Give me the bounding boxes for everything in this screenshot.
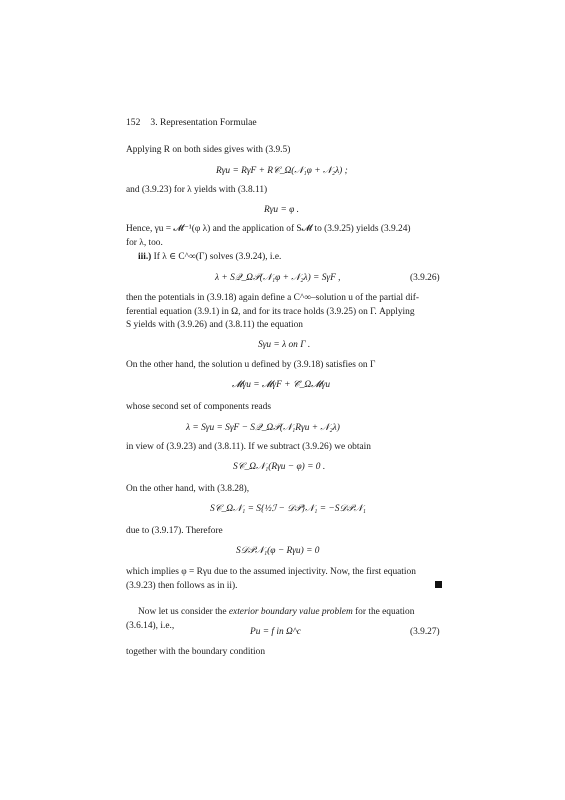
text-fragment: Now let us consider the	[138, 607, 227, 617]
paragraph-line: which implies φ = Rγu due to the assumed injectivity. Now, the first equation	[126, 567, 416, 577]
paragraph-line: then the potentials in (3.9.18) again define a C^∞–solution u of the partial dif-	[126, 293, 420, 303]
equation: 𝓜γu = 𝓜γF + 𝒞̃_Ω𝓜γu	[232, 380, 331, 390]
running-header	[126, 117, 257, 129]
paragraph-line: On the other hand, with (3.8.28),	[126, 484, 250, 494]
equation: λ + S𝒬_Ω𝒫(𝒩₁φ + 𝒩₂λ) = SγF ,	[215, 273, 341, 283]
paragraph-line	[138, 607, 456, 619]
paragraph-line: together with the boundary condition	[126, 647, 266, 657]
equation-number: (3.9.27)	[410, 627, 440, 637]
paragraph-line: for λ, too.	[126, 238, 163, 248]
emphasized-term: exterior boundary value problem	[228, 607, 353, 617]
item-text: If λ ∈ C^∞(Γ) solves (3.9.24), i.e.	[153, 252, 282, 262]
paragraph-line	[138, 252, 456, 264]
paragraph-line: Hence, γu = 𝓜⁻¹(φ λ) and the application of S𝓜 to (3.9.25) yields (3.9.24)	[126, 224, 411, 234]
equation: Rγu = RγF + R𝒞_Ω(𝒩₁φ + 𝒩₂λ) ;	[216, 166, 348, 176]
equation: Pu = f in Ω^c	[250, 627, 301, 637]
paragraph-line: S yields with (3.9.26) and (3.8.11) the equation	[126, 320, 303, 330]
paragraph-line: (3.6.14), i.e.,	[126, 621, 175, 631]
paragraph-line: (3.9.23) then follows as in ii).	[126, 581, 238, 591]
qed-square-icon	[435, 581, 442, 588]
paragraph-line: Applying R on both sides gives with (3.9.5)	[126, 145, 291, 155]
paragraph-line: in view of (3.9.23) and (3.8.11). If we subtract (3.9.26) we obtain	[126, 442, 371, 452]
paragraph-line: whose second set of components reads	[126, 402, 272, 412]
equation: Rγu = φ .	[264, 205, 299, 215]
text-fragment: for the equation	[355, 607, 415, 617]
equation: S𝒞_Ω𝒩₁(Rγu − φ) = 0 .	[233, 462, 326, 472]
equation: S𝒞_Ω𝒩₁ = S{½ℐ − 𝒟𝒫}𝒩₁ = −S𝒟𝒫𝒩₁	[210, 504, 366, 514]
equation: λ = Sγu = SγF − S𝒬_Ω𝒫(𝒩₁Rγu + 𝒩₂λ)	[186, 423, 340, 433]
paragraph-line: On the other hand, the solution u defined by (3.9.18) satisfies on Γ	[126, 360, 376, 370]
paragraph-line: due to (3.9.17). Therefore	[126, 526, 223, 536]
paragraph-line: ferential equation (3.9.1) in Ω, and for its trace holds (3.9.25) on Γ. Applying	[126, 307, 415, 317]
page-number: 152	[126, 117, 141, 128]
item-label: iii.)	[138, 252, 152, 262]
equation: Sγu = λ on Γ .	[258, 340, 311, 350]
paragraph-line: and (3.9.23) for λ yields with (3.8.11)	[126, 185, 268, 195]
chapter-title: 3. Representation Formulae	[150, 117, 257, 128]
equation-number: (3.9.26)	[410, 273, 440, 283]
equation: S𝒟𝒫𝒩₁(φ − Rγu) = 0	[236, 546, 320, 556]
